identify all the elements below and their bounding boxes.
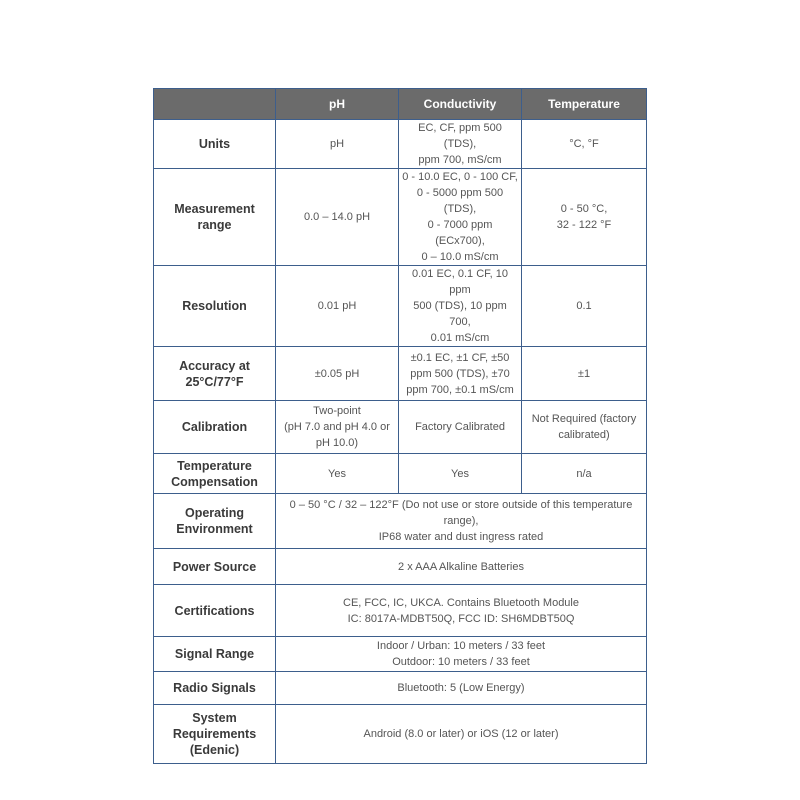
cell-temperature	[522, 454, 647, 494]
cell-line: IC: 8017A-MDBT50Q, FCC ID: SH6MDBT50Q	[347, 612, 575, 625]
cell-line: °C, °F	[569, 138, 599, 150]
cell-line: n/a	[576, 467, 592, 480]
row-measurement-range	[154, 169, 647, 266]
cell-conductivity	[399, 401, 522, 454]
row-calibration	[154, 401, 647, 454]
cell-line: Accuracy at	[179, 358, 250, 373]
cell-line: CE, FCC, IC, UKCA. Contains Bluetooth Module	[343, 596, 579, 609]
cell-value	[276, 637, 647, 672]
cell-line: range	[197, 218, 232, 232]
cell-line: calibrated)	[558, 429, 610, 441]
cell-temperature	[522, 120, 647, 169]
cell-line: Units	[198, 137, 231, 151]
row-label	[154, 120, 276, 169]
cell-line: Power Source	[172, 559, 257, 574]
header-corner	[154, 89, 276, 120]
cell-line: 0.01 EC, 0.1 CF, 10 ppm	[412, 268, 508, 296]
cell-line: Not Required (factory	[531, 413, 637, 425]
row-label	[154, 549, 276, 585]
cell-line: 0.01 pH	[317, 300, 357, 312]
row-label	[154, 494, 276, 549]
cell-line: 500 (TDS), 10 ppm 700,	[413, 300, 507, 328]
cell-line: 0.01 mS/cm	[430, 332, 490, 344]
cell-line: ±0.05 pH	[314, 367, 360, 380]
header-conductivity: Conductivity	[399, 89, 522, 120]
cell-ph	[276, 401, 399, 454]
row-signal-range	[154, 637, 647, 672]
cell-conductivity	[399, 120, 522, 169]
cell-line: Outdoor: 10 meters / 33 feet	[392, 656, 530, 668]
cell-ph	[276, 169, 399, 266]
cell-temperature	[522, 266, 647, 347]
cell-line: Measurement	[174, 202, 255, 216]
cell-line: (TDS),	[443, 203, 477, 215]
row-power-source	[154, 549, 647, 585]
row-radio-signals	[154, 672, 647, 705]
cell-line: 0 - 10.0 EC, 0 - 100 CF,	[402, 171, 518, 183]
cell-line: 0 - 50 °C,	[560, 203, 608, 215]
cell-line: 0.1	[576, 300, 592, 312]
specifications-table	[153, 88, 647, 764]
row-label	[154, 401, 276, 454]
row-label	[154, 347, 276, 401]
cell-line: ppm 700, mS/cm	[418, 154, 502, 166]
cell-line: ppm 500 (TDS), ±70	[410, 367, 510, 380]
row-label	[154, 637, 276, 672]
cell-line: Indoor / Urban: 10 meters / 33 feet	[376, 640, 546, 652]
cell-temperature	[522, 401, 647, 454]
cell-line: Signal Range	[174, 647, 255, 661]
header-temperature: Temperature	[522, 89, 647, 120]
cell-line: 0 – 50 °C / 32 – 122°F (Do not use or store outside of this temperature	[289, 499, 633, 511]
cell-value	[276, 585, 647, 637]
cell-line: Radio Signals	[173, 681, 256, 695]
cell-conductivity	[399, 347, 522, 401]
cell-line: Operating	[184, 506, 245, 520]
cell-line: 0 – 10.0 mS/cm	[421, 251, 499, 263]
cell-line: Yes	[328, 467, 346, 480]
cell-line: ±1	[577, 367, 591, 380]
row-temperature-compensation	[154, 454, 647, 494]
cell-line: Android (8.0 or later) or iOS (12 or later)	[363, 728, 559, 740]
cell-line: Temperature	[177, 458, 252, 473]
cell-value	[276, 494, 647, 549]
row-label	[154, 454, 276, 494]
cell-line: 2 x AAA Alkaline Batteries	[398, 560, 524, 573]
cell-conductivity	[399, 266, 522, 347]
row-certifications	[154, 585, 647, 637]
cell-conductivity	[399, 169, 522, 266]
cell-value	[276, 705, 647, 764]
cell-line: 0 - 5000 ppm 500	[416, 187, 504, 199]
cell-line: Certifications	[174, 603, 255, 618]
cell-value	[276, 549, 647, 585]
cell-line: Environment	[176, 522, 253, 536]
row-label	[154, 585, 276, 637]
cell-line: Compensation	[171, 474, 258, 489]
cell-line: EC, CF, ppm 500 (TDS),	[418, 122, 502, 150]
cell-ph	[276, 347, 399, 401]
cell-value	[276, 672, 647, 705]
cell-line: Factory Calibrated	[415, 421, 505, 433]
cell-line: Requirements	[172, 727, 257, 741]
cell-line: 0 - 7000 ppm (ECx700),	[427, 219, 493, 247]
cell-temperature	[522, 347, 647, 401]
cell-line: Resolution	[182, 299, 247, 313]
cell-line: pH	[329, 138, 345, 150]
row-label	[154, 169, 276, 266]
cell-line: Two-point	[313, 405, 361, 417]
cell-conductivity	[399, 454, 522, 494]
cell-line: 25°C/77°F	[185, 374, 244, 389]
cell-ph	[276, 266, 399, 347]
cell-ph	[276, 454, 399, 494]
cell-line: (Edenic)	[189, 743, 240, 757]
cell-ph	[276, 120, 399, 169]
row-label	[154, 266, 276, 347]
cell-line: 0.0 – 14.0 pH	[303, 211, 371, 223]
row-operating-environment	[154, 494, 647, 549]
cell-line: Bluetooth: 5 (Low Energy)	[397, 682, 525, 694]
cell-line: System	[192, 711, 237, 725]
cell-line: Yes	[451, 467, 469, 480]
cell-line: ppm 700, ±0.1 mS/cm	[406, 383, 514, 396]
cell-line: range),	[443, 515, 479, 527]
row-accuracy	[154, 347, 647, 401]
cell-line: 32 - 122 °F	[556, 219, 612, 231]
cell-line: pH 10.0)	[315, 437, 359, 449]
cell-temperature	[522, 169, 647, 266]
row-label	[154, 672, 276, 705]
cell-line: (pH 7.0 and pH 4.0 or	[284, 421, 390, 433]
row-units	[154, 120, 647, 169]
cell-line: IP68 water and dust ingress rated	[378, 531, 544, 543]
header-ph: pH	[276, 89, 399, 120]
row-system-requirements	[154, 705, 647, 764]
table-header-row	[154, 89, 647, 120]
cell-line: ±0.1 EC, ±1 CF, ±50	[410, 351, 510, 364]
row-resolution	[154, 266, 647, 347]
row-label	[154, 705, 276, 764]
cell-line: Calibration	[181, 420, 248, 434]
